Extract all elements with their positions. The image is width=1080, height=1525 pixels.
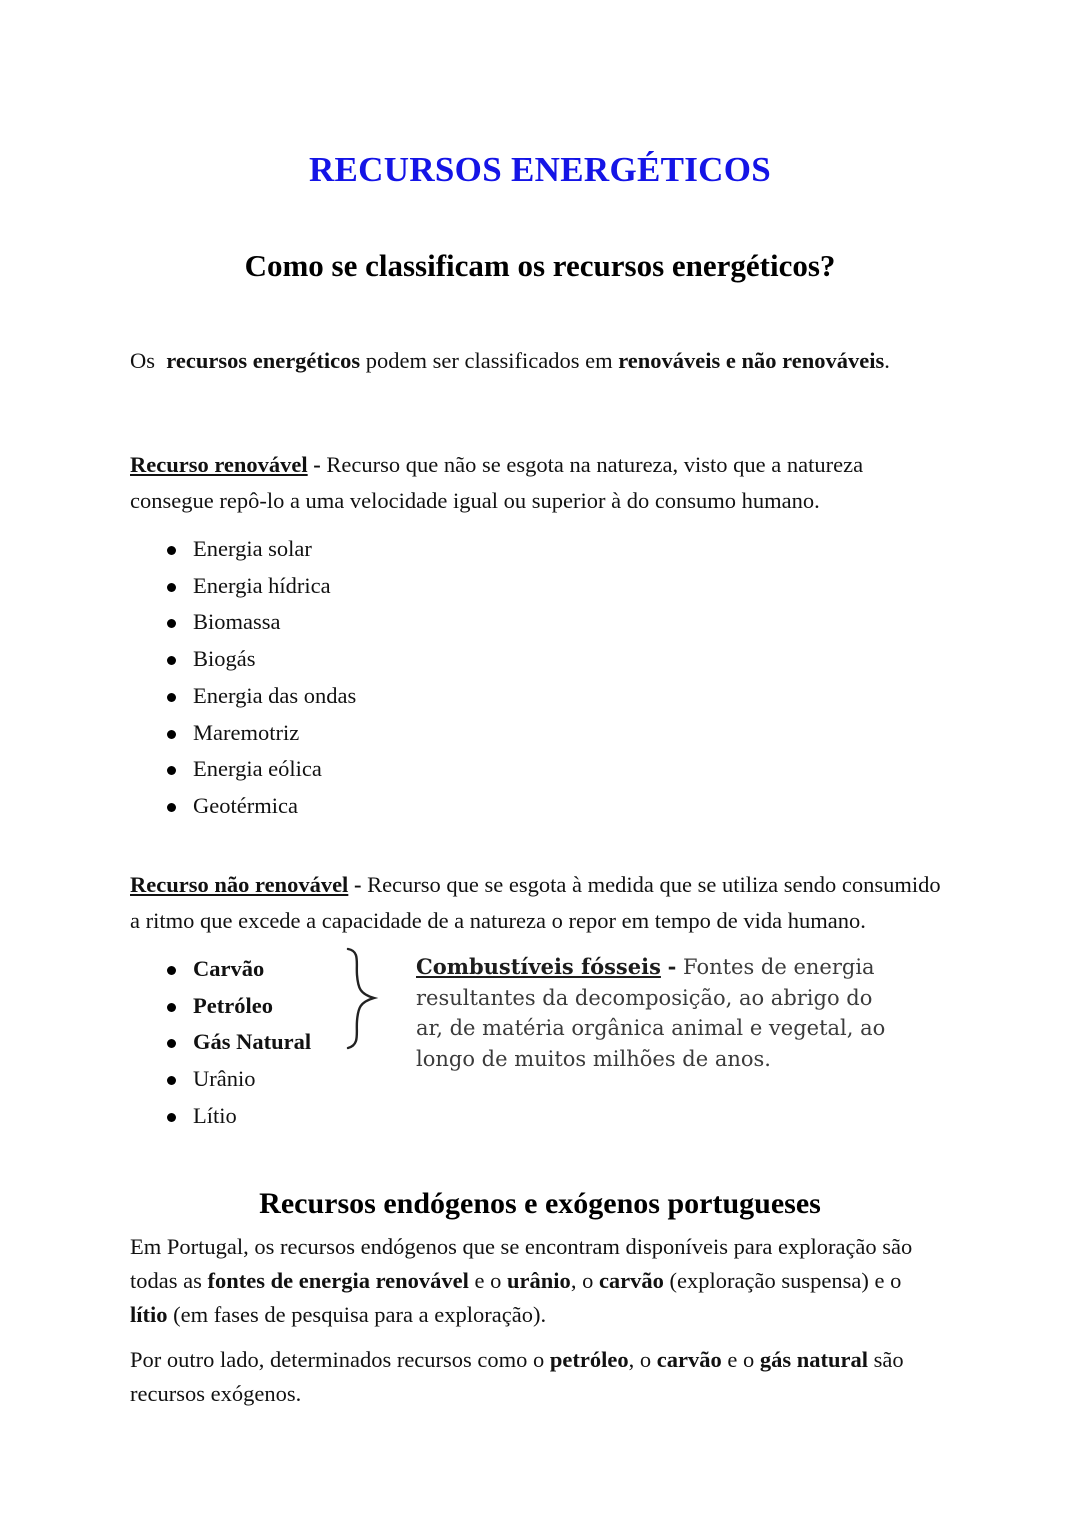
list-item: Energia das ondas [160,678,356,715]
intro-lead: Os [130,347,156,373]
fossil-fuels-callout [416,952,886,1074]
intro-bold-resources: recursos energéticos [166,347,361,373]
callout-term: Combustíveis fósseis [416,954,661,979]
text-run: Por outro lado, determinados recursos como o [130,1346,550,1372]
intro-mid: podem ser classificados em [365,347,613,373]
intro-tail: . [884,347,890,373]
list-item: Carvão [160,951,311,988]
intro-paragraph [130,343,942,379]
text-run: são recursos exógenos. [130,1346,904,1406]
list-item: Urânio [160,1061,311,1098]
list-item: Gás Natural [160,1024,311,1061]
intro-bold-types: renováveis e não renováveis [618,347,885,373]
section-heading-endogenous: Recursos endógenos e exógenos portugueses [259,1186,821,1220]
non-renewable-definition-text: Recurso que se esgota à medida que se utiliza sendo consumido a ritmo que excede a capacidade de a natureza o repor em tempo de vida humano. [130,871,941,933]
text-run: e o [468,1267,508,1293]
bold-run-lithium: lítio [130,1301,168,1327]
list-item: Energia hídrica [160,568,356,605]
non-renewable-dash: - [353,871,362,897]
text-run: , o [570,1267,599,1293]
renewable-definition-text: Recurso que não se esgota na natureza, visto que a natureza consegue repô-lo a uma velocidade igual ou superior à do consumo humano. [130,451,864,513]
text-run: (exploração suspensa) e o [663,1267,902,1293]
renewable-resource-list [160,531,356,825]
list-item: Energia solar [160,531,356,568]
bold-run-coal: carvão [656,1346,722,1372]
page-title: RECURSOS ENERGÉTICOS [308,150,772,190]
list-item: Energia eólica [160,751,356,788]
non-renewable-definition-paragraph [130,867,942,939]
subtitle-heading: Como se classificam os recursos energéticos? [244,247,836,283]
list-item: Geotérmica [160,788,356,825]
renewable-definition-paragraph [130,447,942,519]
text-run: (em fases de pesquisa para a exploração). [167,1301,547,1327]
non-renewable-term: Recurso não renovável [130,871,349,897]
list-item: Maremotriz [160,715,356,752]
renewable-term: Recurso renovável [130,451,308,477]
callout-text: Fontes de energia resultantes da decomposição, ao abrigo do ar, de matéria orgânica animal e vegetal, ao longo de muitos milhões de anos. [416,955,886,1071]
exogenous-paragraph [130,1343,942,1411]
list-item: Lítio [160,1098,311,1135]
curly-brace-icon [340,945,384,1053]
endogenous-paragraph [130,1230,942,1332]
list-item: Petróleo [160,988,311,1025]
bold-run-oil: petróleo [549,1346,629,1372]
callout-dash: - [667,954,677,979]
bold-run-coal: carvão [598,1267,664,1293]
text-run: Em Portugal, os recursos endógenos que se encontram disponíveis para exploração são todas as [130,1233,913,1293]
bold-run-uranium: urânio [507,1267,571,1293]
text-run: e o [721,1346,760,1372]
bold-run-natural-gas: gás natural [759,1346,869,1372]
bold-run-renewable-sources: fontes de energia renovável [207,1267,469,1293]
renewable-dash: - [313,451,321,477]
list-item: Biomassa [160,604,356,641]
list-item: Biogás [160,641,356,678]
non-renewable-resource-list [160,951,311,1135]
text-run: , o [628,1346,657,1372]
